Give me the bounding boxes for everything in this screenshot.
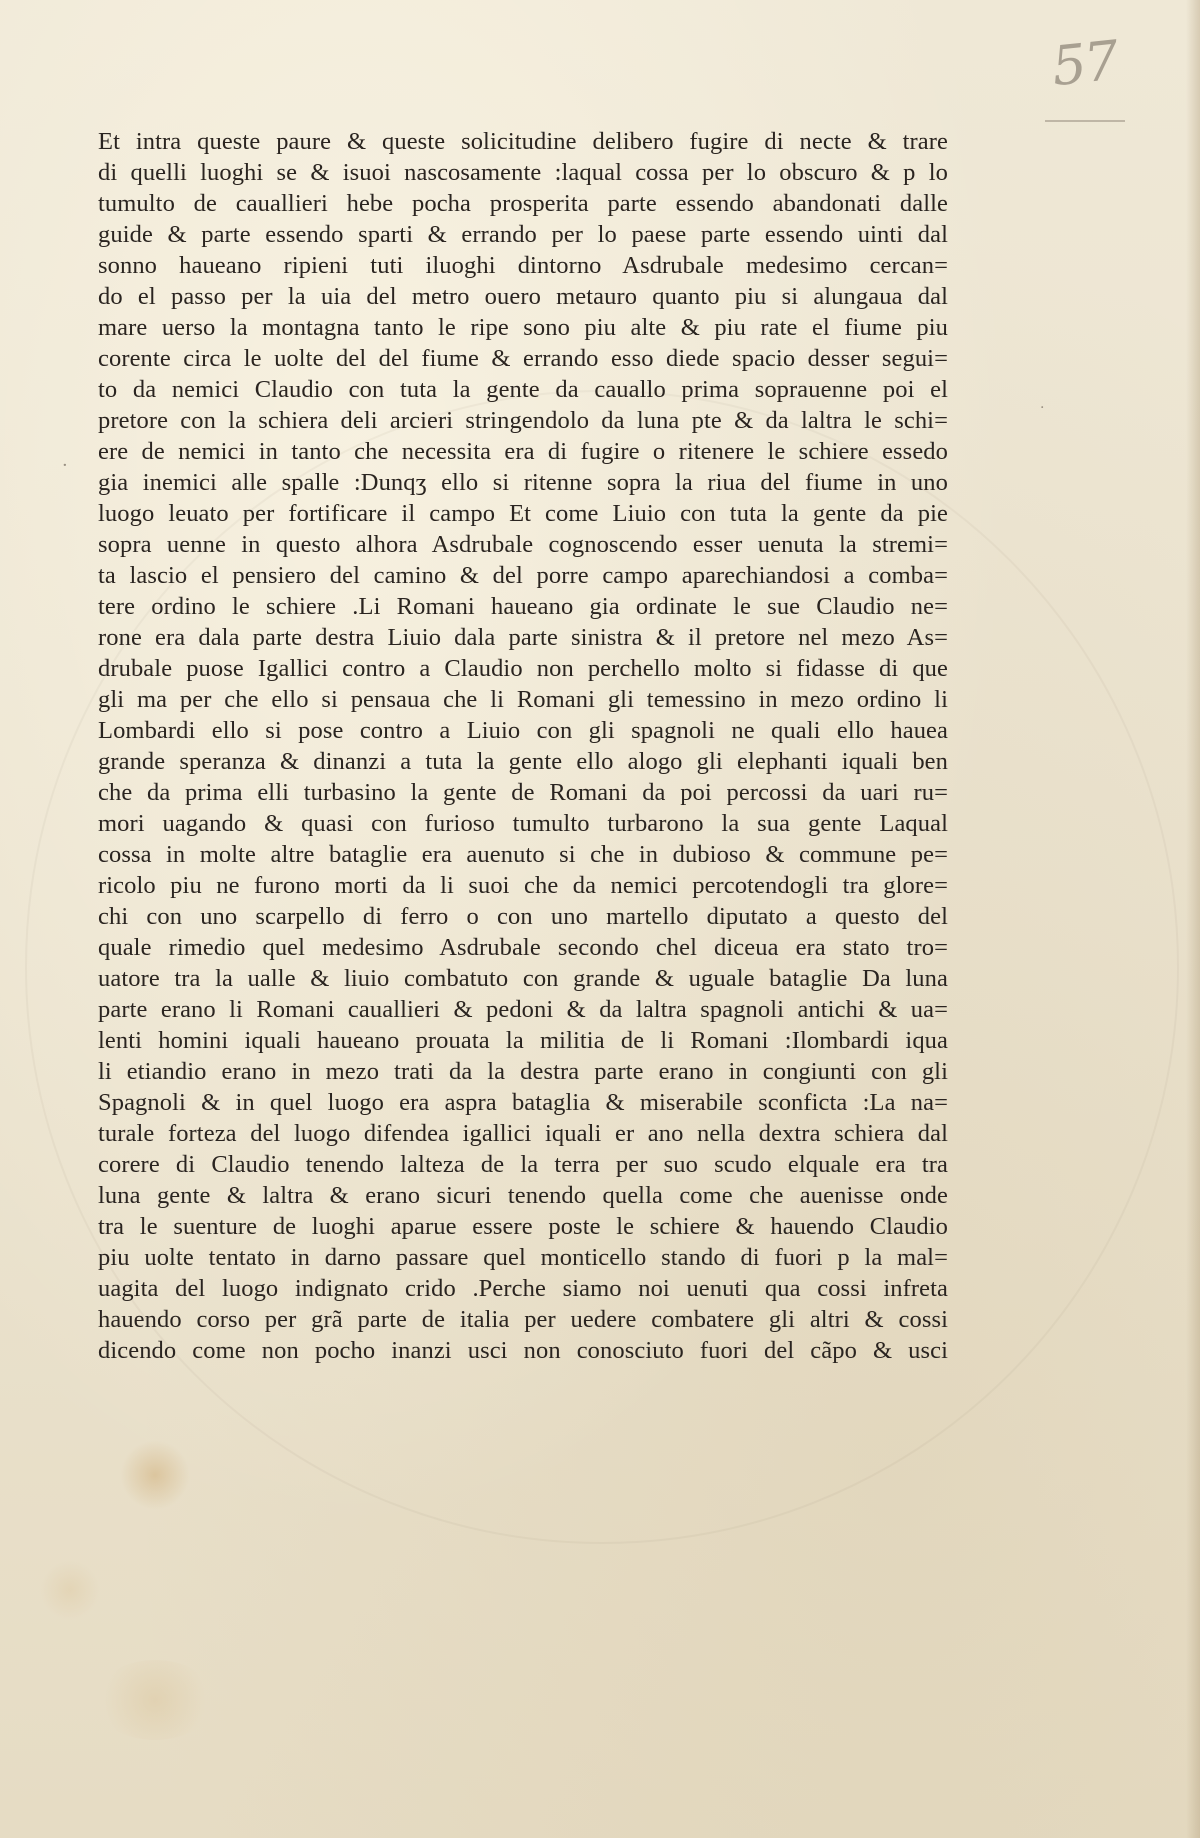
- text-line: piu uolte tentato in darno passare quel monticello stando di fuori p la mal=: [98, 1244, 948, 1271]
- text-line: hauendo corso per grã parte de italia per uedere combatere gli altri & cossi: [98, 1306, 948, 1333]
- text-line: luna gente & laltra & erano sicuri tenendo quella come che auenisse onde: [98, 1182, 948, 1209]
- text-line: tra le suenture de luoghi aparue essere poste le schiere & hauendo Claudio: [98, 1213, 948, 1240]
- text-line: sonno haueano ripieni tuti iluoghi dintorno Asdrubale medesimo cercan=: [98, 252, 948, 279]
- text-line: corente circa le uolte del del fiume & errando esso diede spacio desser segui=: [98, 345, 948, 372]
- margin-mark: ·: [1040, 400, 1045, 416]
- text-line: dicendo come non pocho inanzi usci non conosciuto fuori del cãpo & usci: [98, 1337, 948, 1364]
- paper-stain: [120, 1440, 190, 1510]
- margin-mark: ·: [62, 455, 68, 476]
- text-line: ere de nemici in tanto che necessita era di fugire o ritenere le schiere essedo: [98, 438, 948, 465]
- folio-number: 57: [1048, 28, 1120, 99]
- text-line: uagita del luogo indignato crido .Perche siamo noi uenuti qua cossi infreta: [98, 1275, 948, 1302]
- text-line: grande speranza & dinanzi a tuta la gente ello alogo gli elephanti iquali ben: [98, 748, 948, 775]
- text-line: to da nemici Claudio con tuta la gente da cauallo prima soprauenne poi el: [98, 376, 948, 403]
- text-line: che da prima elli turbasino la gente de Romani da poi percossi da uari ru=: [98, 779, 948, 806]
- text-line: mare uerso la montagna tanto le ripe sono piu alte & piu rate el fiume piu: [98, 314, 948, 341]
- text-line: quale rimedio quel medesimo Asdrubale secondo chel diceua era stato tro=: [98, 934, 948, 961]
- text-line: cossa in molte altre bataglie era auenuto si che in dubioso & commune pe=: [98, 841, 948, 868]
- text-line: corere di Claudio tenendo lalteza de la terra per suo scudo elquale era tra: [98, 1151, 948, 1178]
- text-line: pretore con la schiera deli arcieri stringendolo da luna pte & da laltra le schi=: [98, 407, 948, 434]
- text-line: drubale puose Igallici contro a Claudio non perchello molto si fidasse di que: [98, 655, 948, 682]
- text-line: ta lascio el pensiero del camino & del porre campo aparechiandosi a comba=: [98, 562, 948, 589]
- text-line: sopra uenne in questo alhora Asdrubale cognoscendo esser uenuta la stremi=: [98, 531, 948, 558]
- text-line: Spagnoli & in quel luogo era aspra bataglia & miserabile sconficta :La na=: [98, 1089, 948, 1116]
- text-line: turale forteza del luogo difendea igallici iquali er ano nella dextra schiera dal: [98, 1120, 948, 1147]
- text-line: di quelli luoghi se & isuoi nascosamente :laqual cossa per lo obscuro & p lo: [98, 159, 948, 186]
- text-line: tumulto de cauallieri hebe pocha prosperita parte essendo abandonati dalle: [98, 190, 948, 217]
- folio-underline: [1045, 120, 1125, 122]
- text-line: li etiandio erano in mezo trati da la destra parte erano in congiunti con gli: [98, 1058, 948, 1085]
- text-line: uatore tra la ualle & liuio combatuto con grande & uguale bataglie Da luna: [98, 965, 948, 992]
- text-line: parte erano li Romani cauallieri & pedoni & da laltra spagnoli antichi & ua=: [98, 996, 948, 1023]
- paper-stain: [95, 1660, 215, 1740]
- text-line: do el passo per la uia del metro ouero metauro quanto piu si alungaua dal: [98, 283, 948, 310]
- text-line: rone era dala parte destra Liuio dala parte sinistra & il pretore nel mezo As=: [98, 624, 948, 651]
- page-edge: [1186, 0, 1200, 1838]
- text-line: chi con uno scarpello di ferro o con uno martello diputato a questo del: [98, 903, 948, 930]
- text-line: gia inemici alle spalle :Dunqʒ ello si ritenne sopra la riua del fiume in uno: [98, 469, 948, 496]
- text-line: guide & parte essendo sparti & errando per lo paese parte essendo uinti dal: [98, 221, 948, 248]
- text-line: ricolo piu ne furono morti da li suoi che da nemici percotendogli tra glore=: [98, 872, 948, 899]
- text-block: [98, 126, 948, 1366]
- text-line: mori uagando & quasi con furioso tumulto turbarono la sua gente Laqual: [98, 810, 948, 837]
- text-line: gli ma per che ello si pensaua che li Romani gli temessino in mezo ordino li: [98, 686, 948, 713]
- text-line: Et intra queste paure & queste solicitudine delibero fugire di necte & trare: [98, 128, 948, 155]
- text-line: tere ordino le schiere .Li Romani haueano gia ordinate le sue Claudio ne=: [98, 593, 948, 620]
- text-line: Lombardi ello si pose contro a Liuio con gli spagnoli ne quali ello hauea: [98, 717, 948, 744]
- text-line: luogo leuato per fortificare il campo Et come Liuio con tuta la gente da pie: [98, 500, 948, 527]
- text-line: lenti homini iquali haueano prouata la militia de li Romani :Ilombardi iqua: [98, 1027, 948, 1054]
- paper-stain: [40, 1560, 100, 1620]
